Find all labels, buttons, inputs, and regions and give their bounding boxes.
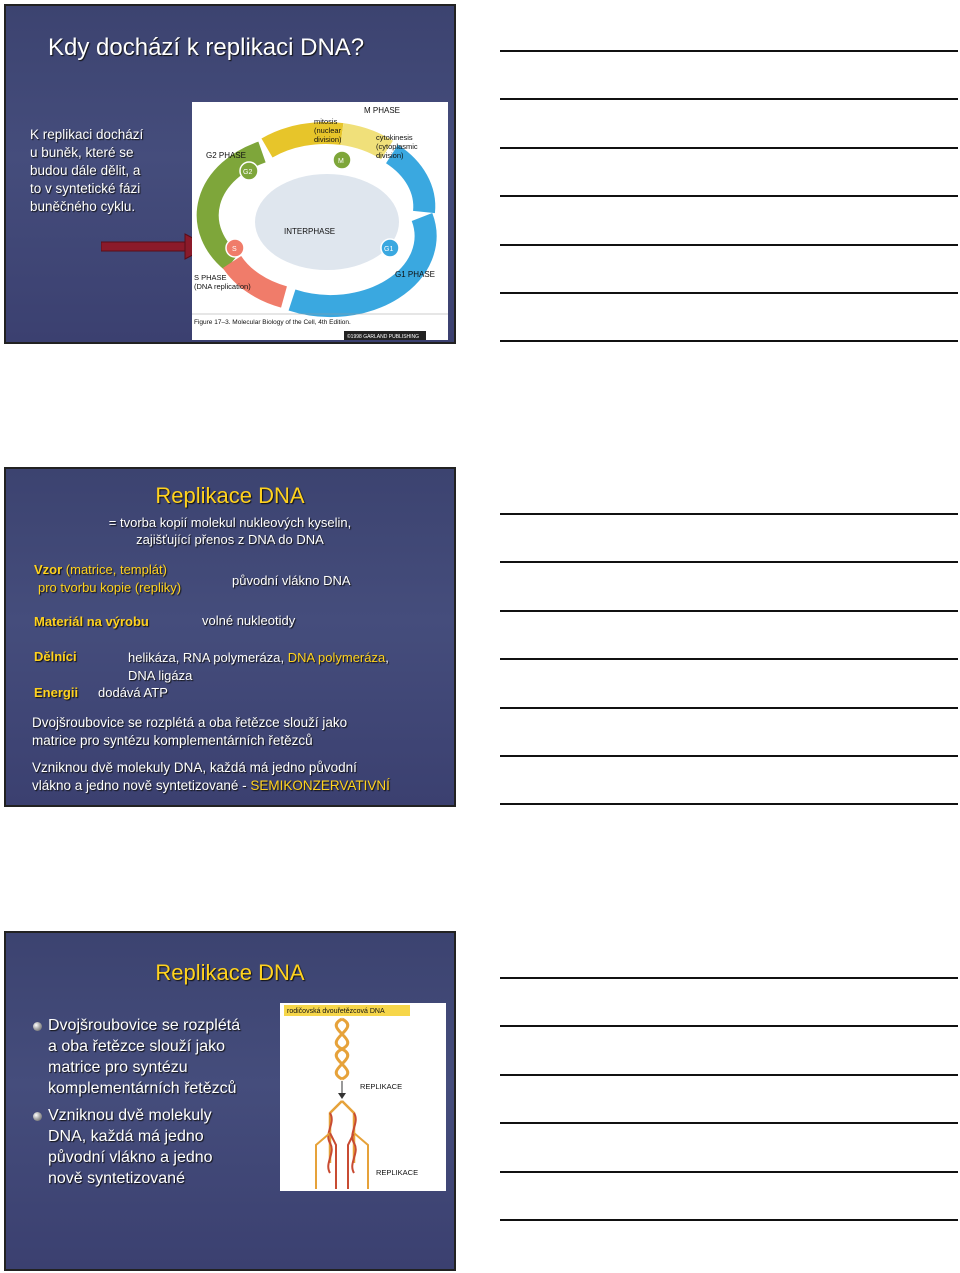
cell-cycle-figure (192, 102, 448, 340)
bullet1-line: matrice pro syntézu (48, 1059, 188, 1076)
vzor-rest: (matrice, templát) (62, 562, 167, 577)
body-line: budou dále dělit, a (30, 163, 141, 178)
delnici-value-c: , (385, 650, 389, 665)
delnici-value (128, 649, 389, 685)
notes-line (500, 755, 958, 757)
s-phase-line: (DNA replication) (194, 282, 251, 291)
replication-figure (280, 1003, 446, 1191)
notes-line (500, 1025, 958, 1027)
cytokinesis-line: division) (376, 151, 404, 160)
slide-3-title: Replikace DNA (155, 960, 305, 985)
energii-value: dodává ATP (98, 685, 168, 700)
slide-2 (4, 467, 456, 807)
label-g1: G1 (384, 246, 394, 253)
label-cytokinesis (376, 133, 420, 160)
vzor-row (34, 561, 181, 597)
notes-line (500, 50, 958, 52)
slide-1 (4, 4, 456, 344)
notes-line (500, 513, 958, 515)
bullet-1 (48, 1015, 240, 1099)
delnici-value-b: DNA polymeráza (287, 650, 386, 665)
bullet1-line: Dvojšroubovice se rozplétá (48, 1017, 241, 1034)
notes-line (500, 658, 958, 660)
slide-1-title: Kdy dochází k replikaci DNA? (48, 34, 365, 61)
body-line: K replikaci dochází (30, 127, 144, 142)
para1-line: Dvojšroubovice se rozplétá a oba řetězce slouží jako (32, 715, 348, 730)
notes-line (500, 1074, 958, 1076)
notes-line (500, 147, 958, 149)
bullet2-line: Vzniknou dvě molekuly (48, 1107, 212, 1124)
delnici-value-line2: DNA ligáza (128, 668, 193, 683)
cytokinesis-line: (cytoplasmic (376, 142, 418, 151)
figure-copyright: ©1998 GARLAND PUBLISHING (347, 334, 420, 340)
bullet1-line: a oba řetězce slouží jako (48, 1038, 225, 1055)
body-line: to v syntetické fázi (30, 181, 141, 196)
vzor-value: původní vlákno DNA (232, 573, 351, 588)
label-replikace-2: REPLIKACE (376, 1168, 419, 1177)
mitosis-line: division) (314, 135, 342, 144)
slide-2-subtitle (6, 514, 454, 548)
notes-line (500, 195, 958, 197)
label-m-phase: M PHASE (364, 106, 401, 115)
material-value: volné nukleotidy (202, 613, 296, 628)
body-line: buněčného cyklu. (30, 199, 136, 214)
slide-3 (4, 931, 456, 1271)
notes-line (500, 1171, 958, 1173)
body-line: u buněk, které se (30, 145, 134, 160)
delnici-value-a: helikáza, RNA polymeráza, (128, 650, 288, 665)
notes-line (500, 1219, 958, 1221)
notes-line (500, 340, 958, 342)
notes-lines-2 (500, 513, 958, 852)
replication-diagram (280, 1003, 446, 1191)
mitosis-line: (nuclear (314, 126, 342, 135)
notes-line (500, 977, 958, 979)
notes-line (500, 707, 958, 709)
para1-line: matrice pro syntézu komplementárních řetězců (32, 733, 313, 748)
delnici-label: Dělníci (34, 649, 77, 664)
notes-line (500, 610, 958, 612)
cytokinesis-line: cytokinesis (376, 133, 413, 142)
label-m: M (338, 158, 344, 165)
slide-2-title: Replikace DNA (155, 483, 305, 508)
label-interphase: INTERPHASE (284, 227, 336, 236)
bullet2-line: nově syntetizované (48, 1170, 185, 1187)
bullet-2 (48, 1105, 213, 1189)
notes-lines-1 (500, 50, 958, 389)
para2-line1: Vzniknou dvě molekuly DNA, každá má jedno původní (32, 760, 357, 775)
label-mitosis (314, 117, 343, 144)
notes-lines-3 (500, 977, 958, 1267)
label-g1-phase: G1 PHASE (395, 270, 436, 279)
label-g2: G2 (243, 169, 253, 176)
subtitle-line: zajišťující přenos z DNA do DNA (136, 532, 324, 547)
cell-cycle-diagram (192, 102, 448, 340)
notes-line (500, 292, 958, 294)
label-g2-phase: G2 PHASE (206, 151, 247, 160)
bullet2-line: DNA, každá má jedno (48, 1128, 204, 1145)
notes-line (500, 1122, 958, 1124)
semikonzervativni-term: SEMIKONZERVATIVNÍ (250, 778, 390, 793)
mitosis-line: mitosis (314, 117, 338, 126)
notes-line (500, 98, 958, 100)
bullet1-line: komplementárních řetězců (48, 1080, 237, 1097)
vzor-label: Vzor (34, 562, 63, 577)
bullet-icon (33, 1022, 42, 1031)
label-s: S (232, 246, 237, 253)
bullet-icon (33, 1112, 42, 1121)
notes-line (500, 803, 958, 805)
bullet2-line: původní vlákno a jedno (48, 1149, 213, 1166)
notes-line (500, 244, 958, 246)
subtitle-line: = tvorba kopií molekul nukleových kyselin, (108, 515, 352, 530)
slide-1-body (30, 126, 143, 216)
label-parent-dna: rodičovská dvouřetězcová DNA (287, 1008, 385, 1015)
s-phase-line: S PHASE (194, 273, 227, 282)
notes-line (500, 561, 958, 563)
paragraph-1 (32, 714, 347, 750)
paragraph-2 (32, 759, 390, 795)
energii-label: Energii (34, 685, 79, 700)
figure-caption: Figure 17–3. Molecular Biology of the Cell, 4th Edition. (194, 319, 351, 326)
vzor-line2: pro tvorbu kopie (repliky) (38, 580, 182, 595)
material-label: Materiál na výrobu (34, 614, 149, 629)
para2-line2a: vlákno a jedno nově syntetizované - (32, 778, 251, 793)
label-replikace-1: REPLIKACE (360, 1082, 403, 1091)
